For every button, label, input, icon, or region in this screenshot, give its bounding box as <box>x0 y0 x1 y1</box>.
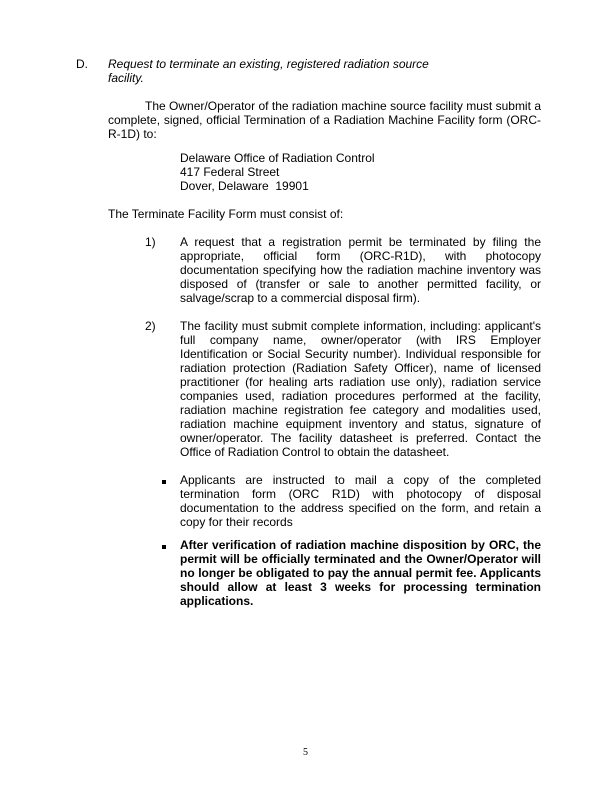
consist-heading: The Terminate Facility Form must consist of: <box>108 207 344 221</box>
bullet-text: Applicants are instructed to mail a copy of the completed termination form (ORC R1D) with photocopy of disposal documentation to the address specified on the form, and retain a copy for their records <box>180 473 541 529</box>
bullet-icon <box>162 545 166 549</box>
address-line: 417 Federal Street <box>180 165 280 179</box>
address-line: Dover, Delaware 19901 <box>180 179 309 193</box>
item-text: The facility must submit complete information, including: applicant's full company name, owner/operator (with IRS Employer Identification or Social Security number). Individual responsible for radiation protection (Radiation Safety Officer), name of licensed practitioner (for healing arts radiation use only), radiation service companies used, radiation procedures performed at the facility, radiation machine registration fee category and modalities used, radiation machine equipment inventory and status, signature of owner/operator. The facility datasheet is preferred. Contact the Office of Radiation Control to obtain the datasheet. <box>180 319 541 459</box>
section-heading-line1: Request to terminate an existing, registered radiation source <box>108 57 429 71</box>
section-heading-line2: facility. <box>108 71 144 85</box>
page-number: 5 <box>303 747 308 758</box>
item-number: 1) <box>145 235 156 249</box>
section-heading <box>108 57 548 85</box>
intro-paragraph: The Owner/Operator of the radiation machine source facility must submit a complete, signed, official Termination of a Radiation Machine Facility form (ORC-R-1D) to: <box>108 99 541 141</box>
bullet-icon <box>162 480 166 484</box>
section-letter: D. <box>76 57 88 71</box>
address-line: Delaware Office of Radiation Control <box>180 151 375 165</box>
mailing-address <box>180 151 375 193</box>
item-number: 2) <box>145 319 156 333</box>
item-text: A request that a registration permit be terminated by filing the appropriate, official form (ORC-R1D), with photocopy documentation specifying how the radiation machine inventory was disposed of (transfer or sale to another permitted facility, or salvage/scrap to a commercial disposal firm). <box>180 235 541 305</box>
bullet-text-bold: After verification of radiation machine disposition by ORC, the permit will be officially terminated and the Owner/Operator will no longer be obligated to pay the annual permit fee. Applicants should allow at least 3 weeks for processing termination applications. <box>180 538 541 608</box>
